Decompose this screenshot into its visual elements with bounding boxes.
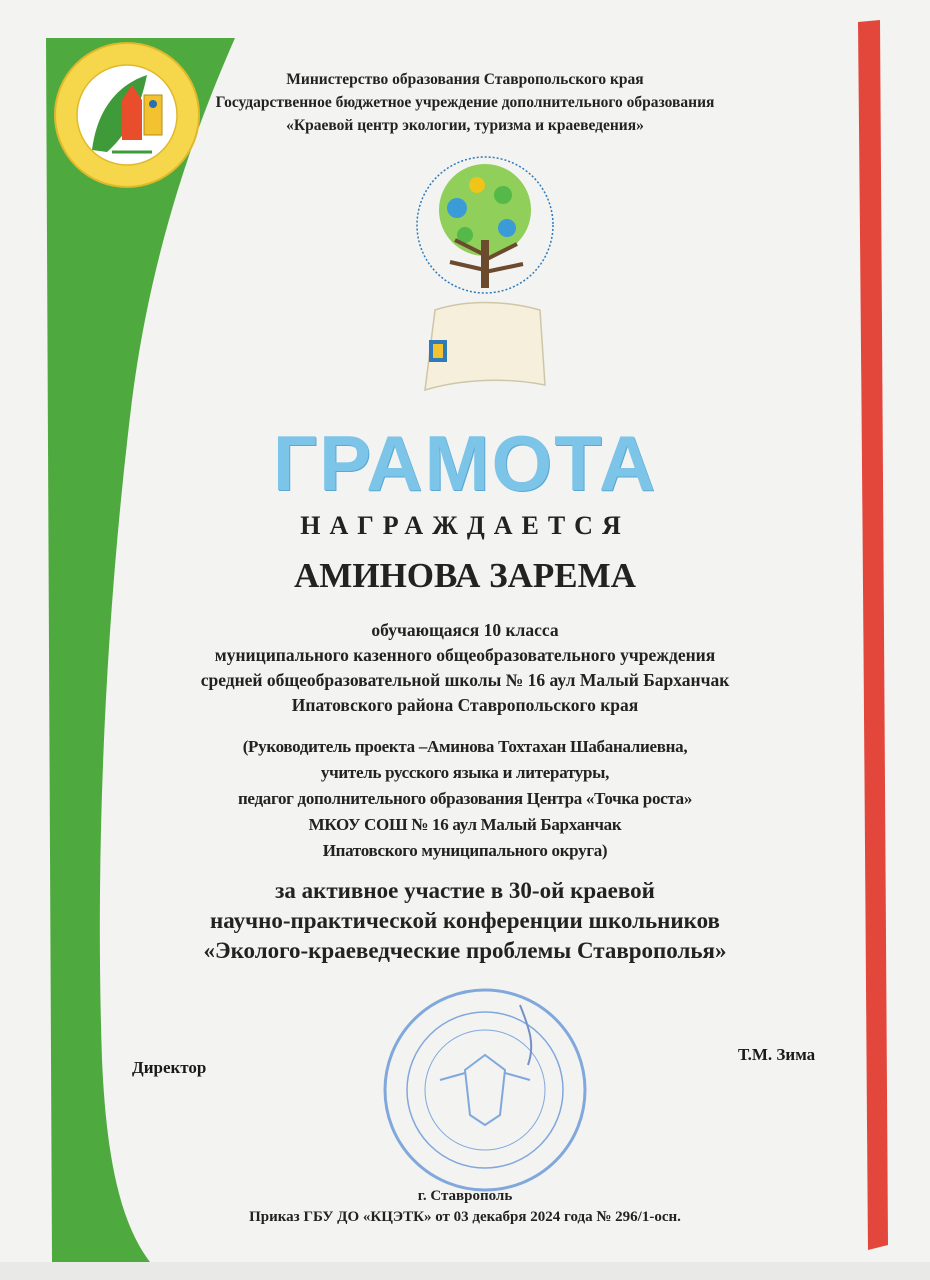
footer-city: г. Ставрополь xyxy=(417,1188,513,1204)
header-institution-name: «Краевой центр экологии, туризма и краеведения» xyxy=(286,117,644,134)
official-stamp xyxy=(380,985,590,1195)
header-institution-type: Государственное бюджетное учреждение дополнительного образования xyxy=(215,94,715,111)
footer-order: Приказ ГБУ ДО «КЦЭТК» от 03 декабря 2024 года № 296/1-осн. xyxy=(249,1209,681,1225)
recipient-name: АМИНОВА ЗАРЕМА xyxy=(294,556,636,595)
awarded-label: НАГРАЖДАЕТСЯ xyxy=(300,511,630,540)
conference-emblem xyxy=(395,140,575,410)
signature-name: Т.М. Зима xyxy=(738,1045,816,1064)
supervisor-line-3: педагог дополнительного образования Центра «Точка роста» xyxy=(237,789,693,808)
certificate-title: ГРАМОТА xyxy=(272,419,658,507)
student-grade: обучающаяся 10 класса xyxy=(371,620,559,640)
signature-position: Директор xyxy=(132,1058,207,1077)
reason-line-1: за активное участие в 30-ой краевой xyxy=(275,878,655,903)
supervisor-line-5: Ипатовского муниципального округа) xyxy=(322,841,608,860)
supervisor-line-2: учитель русского языка и литературы, xyxy=(320,763,610,782)
header-ministry: Министерство образования Ставропольского края xyxy=(286,71,644,88)
student-district: Ипатовского района Ставропольского края xyxy=(291,695,639,715)
supervisor-line-4: МКОУ СОШ № 16 аул Малый Барханчак xyxy=(308,815,622,834)
supervisor-line-1: (Руководитель проекта –Аминова Тохтахан Шабаналиевна, xyxy=(242,737,688,756)
eco-center-logo xyxy=(52,40,202,190)
reason-line-3: «Эколого-краеведческие проблемы Ставрополья» xyxy=(203,938,727,963)
student-school-name: средней общеобразовательной школы № 16 аул Малый Барханчак xyxy=(200,670,730,690)
student-school-type: муниципального казенного общеобразовательного учреждения xyxy=(214,645,716,665)
reason-line-2: научно-практической конференции школьников xyxy=(210,908,720,933)
